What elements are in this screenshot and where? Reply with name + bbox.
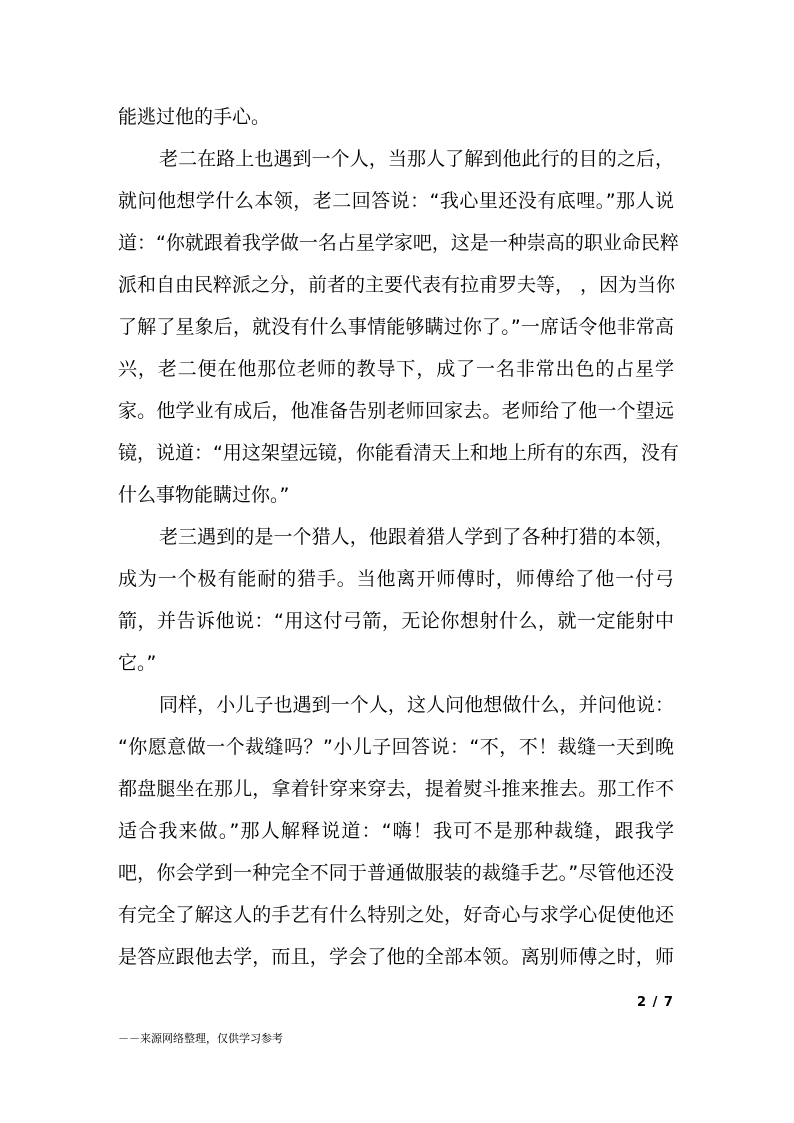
text-line: 有完全了解这人的手艺有什么特别之处，好奇心与求学心促使他还	[118, 904, 674, 926]
paragraph-first-line: 老二在路上也遇到一个人，当那人了解到他此行的目的之后，	[159, 148, 674, 170]
text-line: 派和自由民粹派之分，前者的主要代表有拉甫罗夫等， ，因为当你	[118, 274, 676, 296]
text-line: 能逃过他的手心。	[118, 106, 271, 128]
text-line: 什么事物能瞒过你。”	[118, 484, 290, 506]
text-line: 箭，并告诉他说：“用这付弓箭，无论你想射什么，就一定能射中	[118, 610, 674, 632]
text-line: 了解了星象后，就没有什么事情能够瞒过你了。”一席话令他非常高	[118, 316, 674, 338]
text-line: 是答应跟他去学，而且，学会了他的全部本领。离别师傅之时，师	[118, 946, 674, 968]
text-line: 兴，老二便在他那位老师的教导下，成了一名非常出色的占星学	[118, 358, 674, 380]
text-line: 它。”	[118, 652, 157, 674]
paragraph-first-line: 老三遇到的是一个猎人，他跟着猎人学到了各种打猎的本领，	[159, 526, 674, 548]
text-line: 适合我来做。”那人解释说道：“嗨！我可不是那种裁缝，跟我学	[118, 820, 674, 842]
footer-note: －－来源网络整理，仅供学习参考	[118, 1032, 283, 1045]
text-line: 就问他想学什么本领，老二回答说：“我心里还没有底哩。”那人说	[118, 190, 674, 212]
text-line: 都盘腿坐在那儿，拿着针穿来穿去，提着熨斗推来推去。那工作不	[118, 778, 674, 800]
story-body	[118, 96, 678, 978]
text-line: 镜，说道：“用这架望远镜，你能看清天上和地上所有的东西，没有	[118, 442, 679, 464]
text-line: 成为一个极有能耐的猎手。当他离开师傅时，师傅给了他一付弓	[118, 568, 674, 590]
text-line: 家。他学业有成后，他准备告别老师回家去。老师给了他一个望远	[118, 400, 674, 422]
text-line: 道：“你就跟着我学做一名占星学家吧，这是一种崇高的职业命民粹	[118, 232, 679, 254]
paragraph-first-line: 同样，小儿子也遇到一个人，这人问他想做什么，并问他说：	[159, 694, 674, 716]
text-line: 吧，你会学到一种完全不同于普通做服装的裁缝手艺。”尽管他还没	[118, 862, 674, 884]
page-number: 2 / 7	[637, 995, 674, 1010]
text-line: “你愿意做一个裁缝吗？”小儿子回答说：“不，不！裁缝一天到晚	[118, 736, 674, 758]
